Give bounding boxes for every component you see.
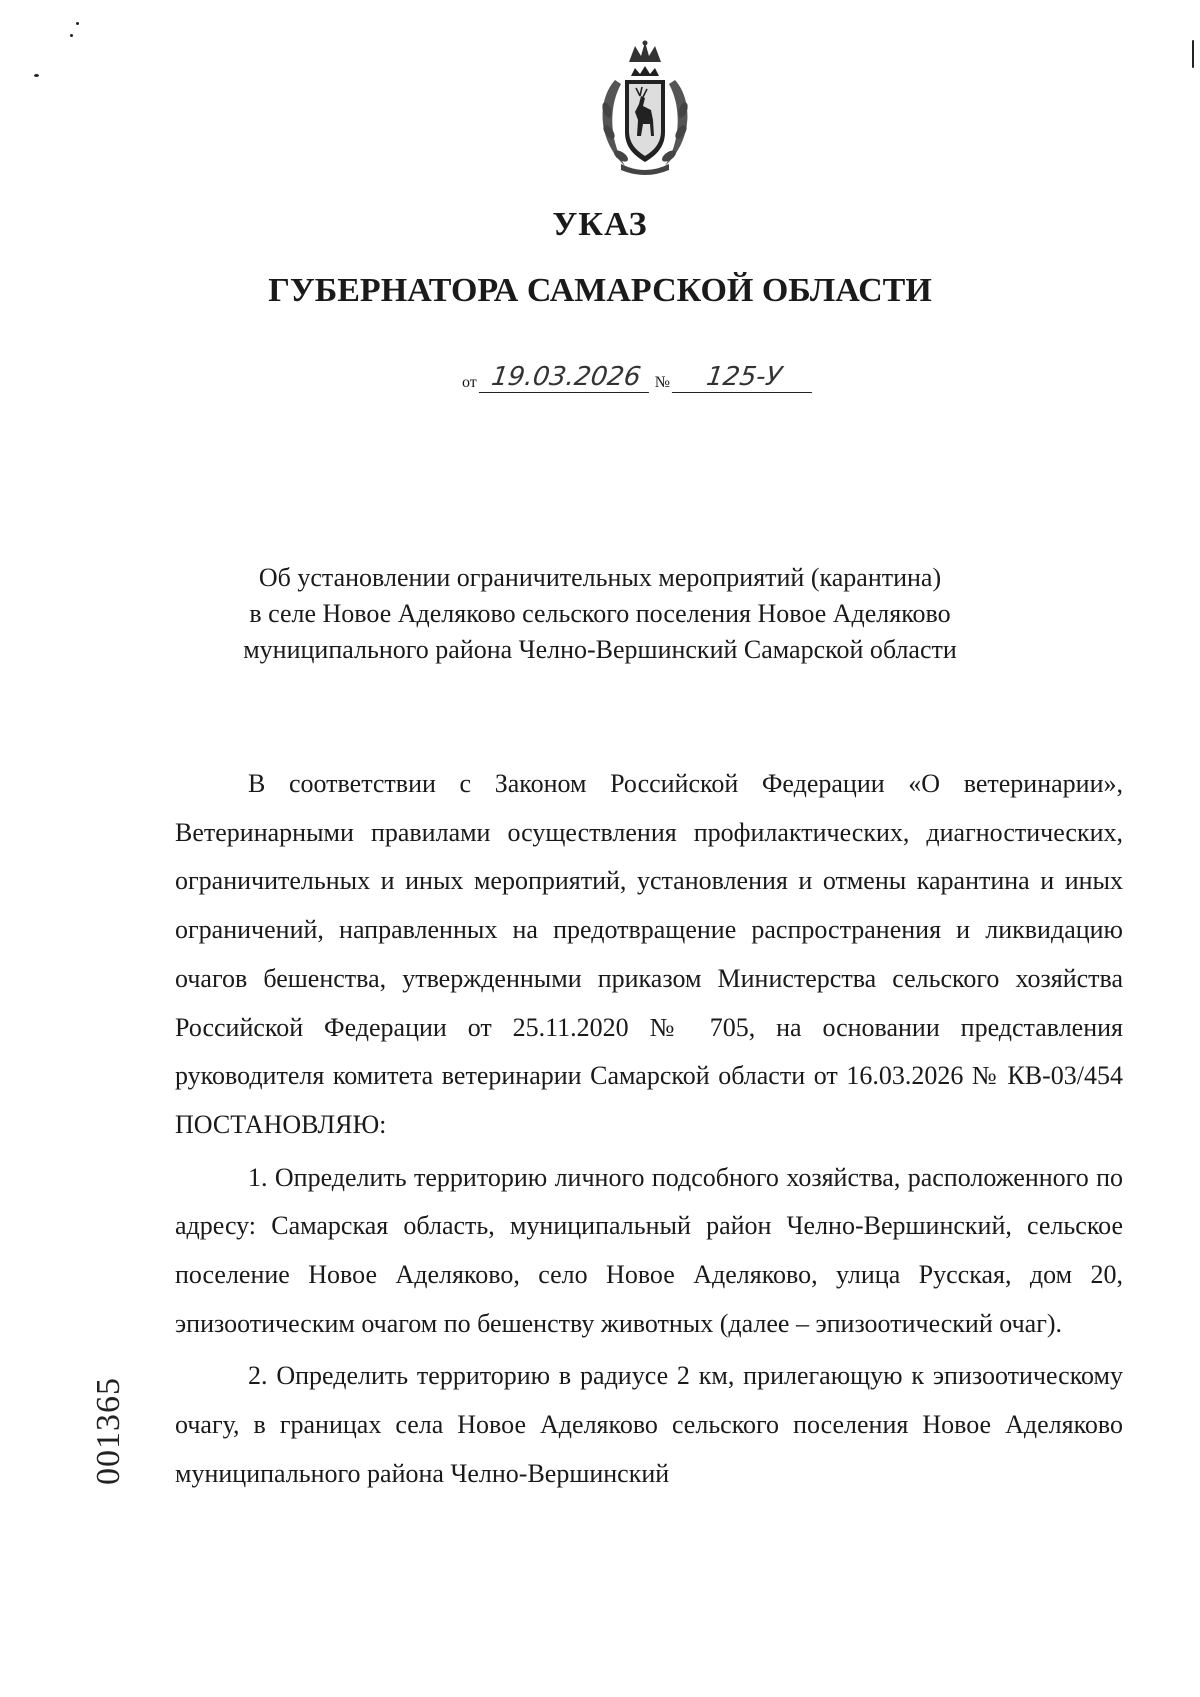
- scan-speck: [1192, 40, 1194, 68]
- scan-speck: [70, 34, 73, 37]
- preamble-paragraph: В соответствии с Законом Российской Федерации «О ветеринарии», Ветеринарными правилами осуществления профилактических, диагностических, ограничительных и иных мероприятий, установления и отмены карантина и иных ограничений, направленных на предотвращение распространения и ликвидацию очагов бешенства, утвержденными приказом Министерства сельского хозяйства Российской Федерации от 25.11.2020 № 705, на основании представления руководителя комитета ветеринарии Самарской области от 16.03.2026 № КВ-03/454 ПОСТАНОВЛЯЮ:: [175, 769, 1123, 1139]
- margin-serial-number: 001365: [90, 1377, 127, 1485]
- date-number-line: [458, 362, 814, 398]
- item-1-paragraph: 1. Определить территорию личного подсобного хозяйства, расположенного по адресу: Самарская область, муниципальный район Челно-Вершинский, сельское поселение Новое Аделяково, село Новое Аделяково, улица Русская, дом 20, эпизоотическим очагом по бешенству животных (далее – эпизоотический очаг).: [175, 1162, 1123, 1338]
- handwritten-number: 125-У: [672, 362, 816, 393]
- document-type-title: УКАЗ: [552, 206, 648, 243]
- subject-line: муниципального района Челно-Вершинский Самарской области: [243, 635, 957, 664]
- decree-subject: [160, 560, 1040, 668]
- date-prefix: от: [462, 374, 477, 391]
- scan-speck: [76, 22, 79, 25]
- handwritten-date: 19.03.2026: [479, 362, 653, 393]
- subject-line: Об установлении ограничительных мероприятий (карантина): [258, 563, 942, 592]
- scan-speck: [34, 74, 39, 77]
- number-prefix: №: [654, 374, 671, 391]
- subject-line: в селе Новое Аделяково сельского поселения Новое Аделяково: [249, 599, 951, 628]
- decree-body: [175, 760, 1123, 1499]
- item-2-paragraph: 2. Определить территорию в радиусе 2 км, прилегающую к эпизоотическому очагу, в границах села Новое Аделяково сельского поселения Новое Аделяково муниципального района Челно-Вершинский: [175, 1361, 1123, 1488]
- coat-of-arms-icon: [585, 40, 705, 180]
- issuer-title: ГУБЕРНАТОРА САМАРСКОЙ ОБЛАСТИ: [268, 272, 932, 309]
